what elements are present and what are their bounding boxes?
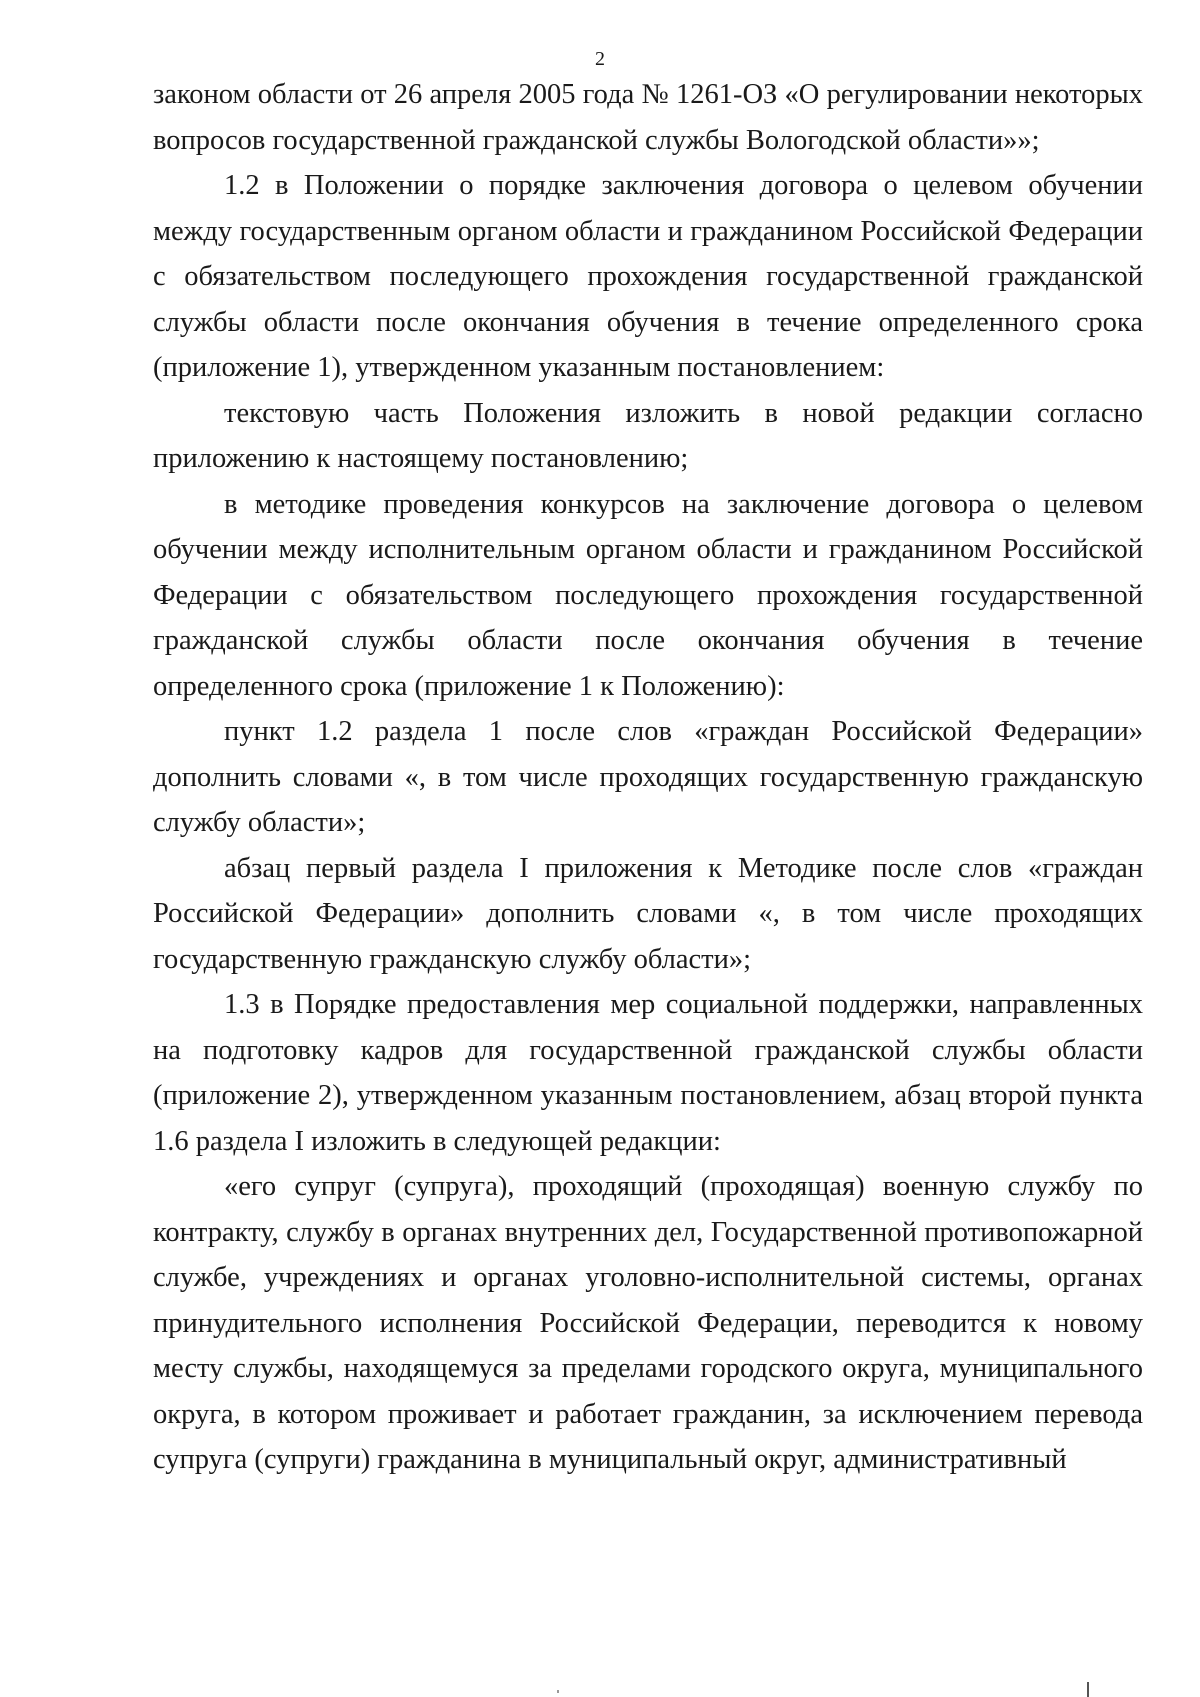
scan-artifact-tick — [1087, 1682, 1089, 1697]
paragraph-law-reference: законом области от 26 апреля 2005 года № 1261-ОЗ «О регулировании некоторых вопросов государственной гражданской службы Вологодской области»»; — [153, 79, 1143, 156]
page-number: 2 — [595, 48, 605, 70]
paragraph-text-part-new-edition: текстовую часть Положения изложить в новой редакции согласно приложению к настоящему постановлению; — [153, 397, 1143, 474]
paragraph-1-2-target-training-regulation: 1.2 в Положении о порядке заключения договора о целевом обучении между государственным органом области и гражданином Российской Федерации с обязательством последующего прохождения государственной гражданской службы области после окончания обучения в течение определенного срока (приложение 1), утвержденном указанным постановлением: — [153, 170, 1143, 383]
paragraph-section-1-item-1-2: пункт 1.2 раздела 1 после слов «граждан Российской Федерации» дополнить словами «, в том числе проходящих государственную гражданскую службу области»; — [153, 716, 1143, 838]
paragraph-1-3-social-support-order: 1.3 в Порядке предоставления мер социальной поддержки, направленных на подготовку кадров для государственной гражданской службы области (приложение 2), утвержденном указанным постановлением, абзац второй пункта 1.6 раздела I изложить в следующей редакции: — [153, 989, 1143, 1157]
paragraph-competition-methodology: в методике проведения конкурсов на заключение договора о целевом обучении между исполнительным органом области и гражданином Российской Федерации с обязательством последующего прохождения государственной гражданской службы области после окончания обучения в течение определенного срока (приложение 1 к Положению): — [153, 488, 1143, 702]
paragraph-spouse-service-transfer: «его супруг (супруга), проходящий (проходящая) военную службу по контракту, службу в органах внутренних дел, Государственной противопожарной службе, учреждениях и органах уголовно-исполнительной системы, органах принудительного исполнения Российской Федерации, переводится к новому месту службы, находящемуся за пределами городского округа, муниципального округа, в котором проживает и работает гражданин, за исключением перевода супруга (супруги) гражданина в муниципальный округ, административный — [153, 1171, 1143, 1475]
scan-artifact-dot — [557, 1690, 559, 1693]
paragraph-appendix-first-paragraph: абзац первый раздела I приложения к Методике после слов «граждан Российской Федерации» дополнить словами «, в том числе проходящих государственную гражданскую службу области»; — [153, 852, 1143, 975]
document-body — [153, 72, 1143, 1483]
